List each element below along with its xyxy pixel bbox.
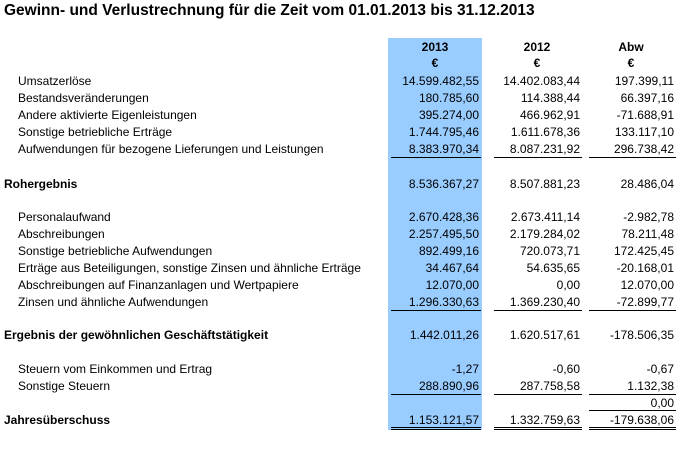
row-label: Steuern vom Einkommen und Ertrag bbox=[18, 362, 213, 376]
value-2013: 395.274,00 bbox=[418, 108, 479, 122]
value-2013: 892.499,16 bbox=[418, 244, 479, 258]
value-2013: 1.296.330,63 bbox=[408, 295, 479, 309]
value-2013: 1.744.795,46 bbox=[408, 125, 479, 139]
value-2012: 14.402.083,44 bbox=[503, 74, 580, 88]
row-label: Abschreibungen bbox=[18, 227, 105, 241]
col-header-2013: 2013 bbox=[421, 40, 449, 54]
table-row bbox=[0, 277, 678, 294]
value-abw: -0,67 bbox=[646, 362, 674, 376]
value-abw: 1.132,38 bbox=[627, 379, 674, 393]
value-abw: 78.211,48 bbox=[621, 227, 674, 241]
subtotal-line bbox=[589, 410, 676, 411]
table-row-total bbox=[0, 327, 678, 344]
value-2013: 12.070,00 bbox=[425, 278, 479, 292]
double-underline-top bbox=[494, 427, 582, 428]
table-row bbox=[0, 243, 678, 260]
value-abw: 197.399,11 bbox=[614, 74, 674, 88]
row-label: Erträge aus Beteiligungen, sonstige Zinsen und ähnliche Erträge bbox=[18, 261, 361, 275]
value-2012: 0,00 bbox=[556, 278, 580, 292]
table-row bbox=[0, 107, 678, 124]
row-label: Personalaufwand bbox=[18, 210, 111, 224]
row-label: Rohergebnis bbox=[4, 177, 78, 191]
value-abw: 296.738,42 bbox=[613, 142, 674, 156]
value-abw: 0,00 bbox=[650, 396, 674, 410]
double-underline-top bbox=[391, 427, 481, 428]
table-row bbox=[0, 226, 678, 243]
subtotal-line bbox=[391, 157, 481, 158]
table-row bbox=[0, 90, 678, 107]
value-abw: 28.486,04 bbox=[620, 177, 674, 191]
subtotal-line bbox=[494, 157, 582, 158]
value-abw: -20.168,01 bbox=[616, 261, 674, 275]
value-abw: 133.117,10 bbox=[614, 125, 674, 139]
subtotal-line bbox=[391, 310, 481, 311]
page-title: Gewinn- und Verlustrechnung für die Zeit vom 01.01.2013 bis 31.12.2013 bbox=[4, 2, 535, 19]
col-header-2012: 2012 bbox=[523, 40, 551, 54]
value-2013: 2.257.495,50 bbox=[408, 227, 479, 241]
value-2012: 8.507.881,23 bbox=[509, 177, 580, 191]
table-row bbox=[0, 294, 678, 311]
row-label: Jahresüberschuss bbox=[4, 413, 111, 427]
value-abw: -71.688,91 bbox=[616, 108, 674, 122]
table-row bbox=[0, 378, 678, 395]
value-2012: -0,60 bbox=[552, 362, 580, 376]
value-2012: 720.073,71 bbox=[519, 244, 580, 258]
table-row bbox=[0, 141, 678, 158]
table-row bbox=[0, 209, 678, 226]
value-2012: 114.388,44 bbox=[520, 91, 580, 105]
value-2013: 8.536.367,27 bbox=[408, 177, 479, 191]
value-2013: 288.890,96 bbox=[418, 379, 479, 393]
value-2012: 466.962,91 bbox=[519, 108, 580, 122]
value-2013: 2.670.428,36 bbox=[408, 210, 479, 224]
row-label: Abschreibungen auf Finanzanlagen und Wertpapiere bbox=[18, 278, 299, 292]
value-2013: 1.442.011,26 bbox=[409, 328, 479, 342]
table-row bbox=[0, 124, 678, 141]
table-row bbox=[0, 260, 678, 277]
currency-2012: € bbox=[533, 56, 541, 70]
row-label: Sonstige Steuern bbox=[18, 379, 111, 393]
currency-abw: € bbox=[627, 56, 635, 70]
row-label: Zinsen und ähnliche Aufwendungen bbox=[18, 295, 209, 309]
value-abw: -178.506,35 bbox=[609, 328, 674, 342]
double-underline-bottom bbox=[589, 429, 676, 430]
value-abw: 12.070,00 bbox=[620, 278, 674, 292]
row-label: Umsatzerlöse bbox=[18, 74, 92, 88]
value-2013: 34.467,64 bbox=[425, 261, 479, 275]
value-abw: -2.982,78 bbox=[623, 210, 674, 224]
row-label: Sonstige betriebliche Erträge bbox=[18, 125, 173, 139]
value-abw: -72.899,77 bbox=[616, 295, 674, 309]
table-row bbox=[0, 73, 678, 90]
value-abw: 66.397,16 bbox=[620, 91, 674, 105]
value-2013: 14.599.482,55 bbox=[402, 74, 479, 88]
value-2012: 2.179.284,02 bbox=[509, 227, 580, 241]
table-row bbox=[0, 395, 678, 412]
table-row-total bbox=[0, 176, 678, 193]
table-row bbox=[0, 361, 678, 378]
value-2012: 1.611.678,36 bbox=[510, 125, 580, 139]
value-2012: 287.758,58 bbox=[519, 379, 580, 393]
value-2012: 1.369.230,40 bbox=[509, 295, 580, 309]
double-underline-bottom bbox=[494, 429, 582, 430]
row-label: Aufwendungen für bezogene Lieferungen und Leistungen bbox=[18, 142, 324, 156]
double-underline-top bbox=[589, 427, 676, 428]
subtotal-line bbox=[494, 310, 582, 311]
row-label: Andere aktivierte Eigenleistungen bbox=[18, 108, 197, 122]
value-2012: 1.332.759,63 bbox=[509, 413, 580, 427]
value-2012: 54.635,65 bbox=[526, 261, 580, 275]
subtotal-line bbox=[589, 157, 676, 158]
value-2012: 8.087.231,92 bbox=[509, 142, 580, 156]
value-abw: -179.638,06 bbox=[609, 413, 674, 427]
double-underline-bottom bbox=[391, 429, 481, 430]
value-2013: 8.383.970,34 bbox=[408, 142, 479, 156]
value-2012: 1.620.517,61 bbox=[509, 328, 580, 342]
subtotal-line bbox=[589, 310, 676, 311]
row-label: Ergebnis der gewöhnlichen Geschäftstätigkeit bbox=[4, 328, 269, 342]
row-label: Bestandsveränderungen bbox=[18, 91, 149, 105]
value-2013: -1,27 bbox=[451, 362, 479, 376]
row-label: Sonstige betriebliche Aufwendungen bbox=[18, 244, 213, 258]
value-abw: 172.425,45 bbox=[613, 244, 674, 258]
value-2013: 180.785,60 bbox=[418, 91, 479, 105]
value-2013: 1.153.121,57 bbox=[408, 413, 479, 427]
currency-2013: € bbox=[431, 56, 439, 70]
col-header-abw: Abw bbox=[618, 40, 644, 54]
value-2012: 2.673.411,14 bbox=[510, 210, 580, 224]
